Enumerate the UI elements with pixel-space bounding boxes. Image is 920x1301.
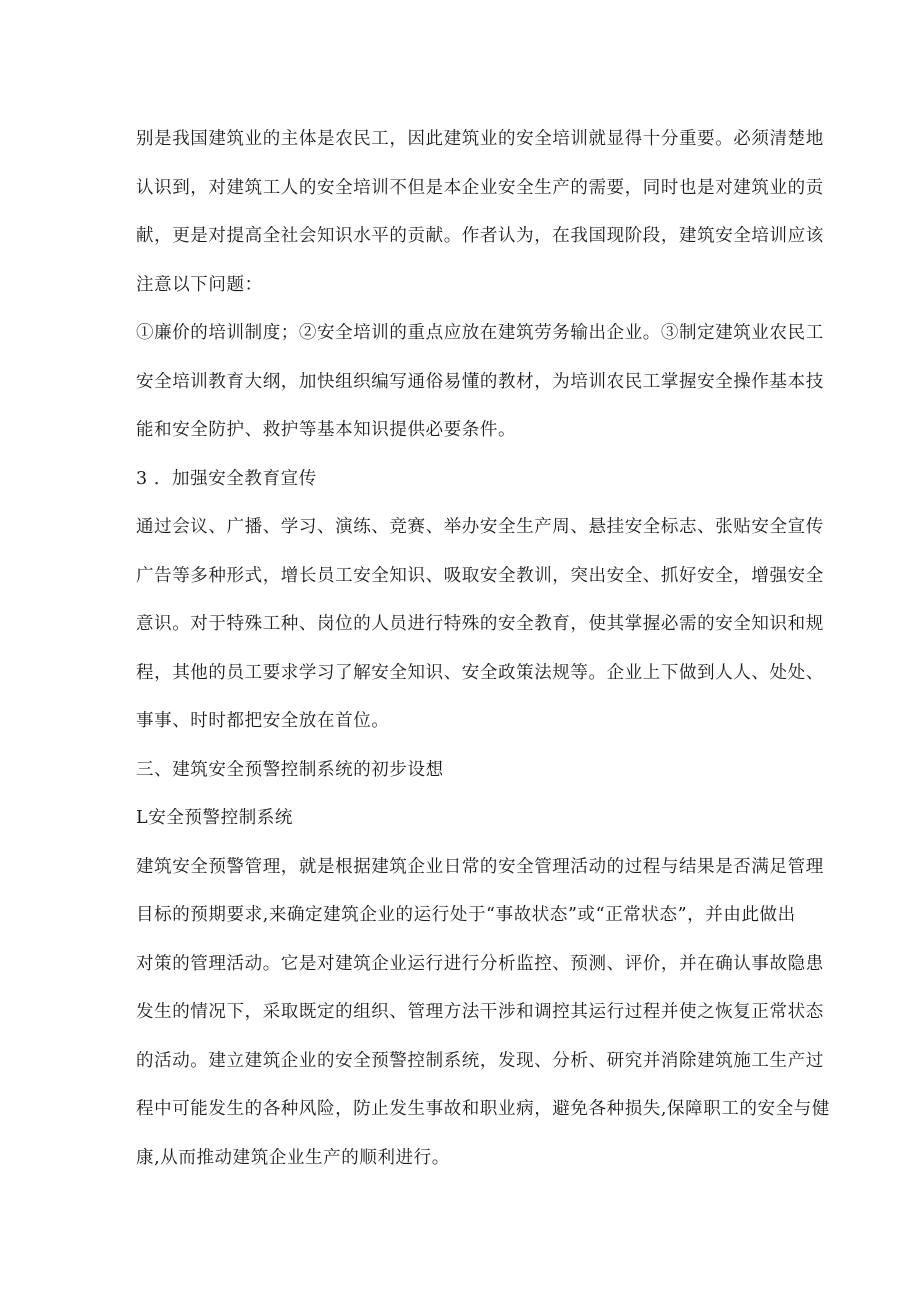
- paragraph-line: 认识到，对建筑工人的安全培训不但是本企业安全生产的需要，同时也是对建筑业的贡: [136, 177, 824, 198]
- paragraph-line: 注意以下问题：: [136, 274, 263, 295]
- paragraph-line: 安全培训教育大纲，加快组织编写通俗易懂的教材，为培训农民工掌握安全操作基本技: [136, 371, 824, 392]
- paragraph-line: 别是我国建筑业的主体是农民工，因此建筑业的安全培训就显得十分重要。必须清楚地: [136, 129, 824, 149]
- paragraph-line: 的活动。建立建筑企业的安全预警控制系统，发现、分析、研究并消除建筑施工生产过: [136, 1050, 824, 1071]
- paragraph-line: 能和安全防护、救护等基本知识提供必要条件。: [136, 420, 517, 440]
- document-body: [136, 115, 830, 1182]
- section-heading: 3 ．加强安全教育宣传: [136, 468, 317, 489]
- paragraph-line: ①廉价的培训制度；②安全培训的重点应放在建筑劳务输出企业。③制定建筑业农民工: [136, 323, 824, 343]
- paragraph-line: 程，其他的员工要求学习了解安全知识、安全政策法规等。企业上下做到人人、处处、: [136, 662, 824, 683]
- paragraph-line: 意识。对于特殊工种、岗位的人员进行特殊的安全教育，使其掌握必需的安全知识和规: [136, 614, 824, 634]
- paragraph-line: 对策的管理活动。它是对建筑企业运行进行分析监控、预测、评价，并在确认事故隐患: [136, 953, 824, 974]
- paragraph-line: 通过会议、广播、学习、演练、竞赛、举办安全生产周、悬挂安全标志、张贴安全宣传: [136, 517, 824, 537]
- paragraph-line: 目标的预期要求,来确定建筑企业的运行处于“事故状态”或“正常状态”，并由此做出: [136, 905, 796, 925]
- paragraph-line: 献，更是对提高全社会知识水平的贡献。作者认为，在我国现阶段，建筑安全培训应该: [136, 226, 824, 246]
- paragraph-line: 康,从而推动建筑企业生产的顺利进行。: [136, 1147, 450, 1168]
- paragraph-line: 广告等多种形式，增长员工安全知识、吸取安全教训，突出安全、抓好安全，增强安全: [136, 565, 824, 586]
- paragraph-line: 建筑安全预警管理，就是根据建筑企业日常的安全管理活动的过程与结果是否满足管理: [136, 856, 824, 877]
- subsection-heading: L安全预警控制系统: [136, 808, 294, 828]
- paragraph-line: 程中可能发生的各种风险，防止发生事故和职业病，避免各种损失,保障职工的安全与健: [136, 1099, 830, 1119]
- section-heading: 三、建筑安全预警控制系统的初步设想: [136, 759, 444, 780]
- paragraph-line: 发生的情况下，采取既定的组织、管理方法干涉和调控其运行过程并使之恢复正常状态: [136, 1002, 824, 1022]
- paragraph-line: 事事、时时都把安全放在首位。: [136, 711, 390, 731]
